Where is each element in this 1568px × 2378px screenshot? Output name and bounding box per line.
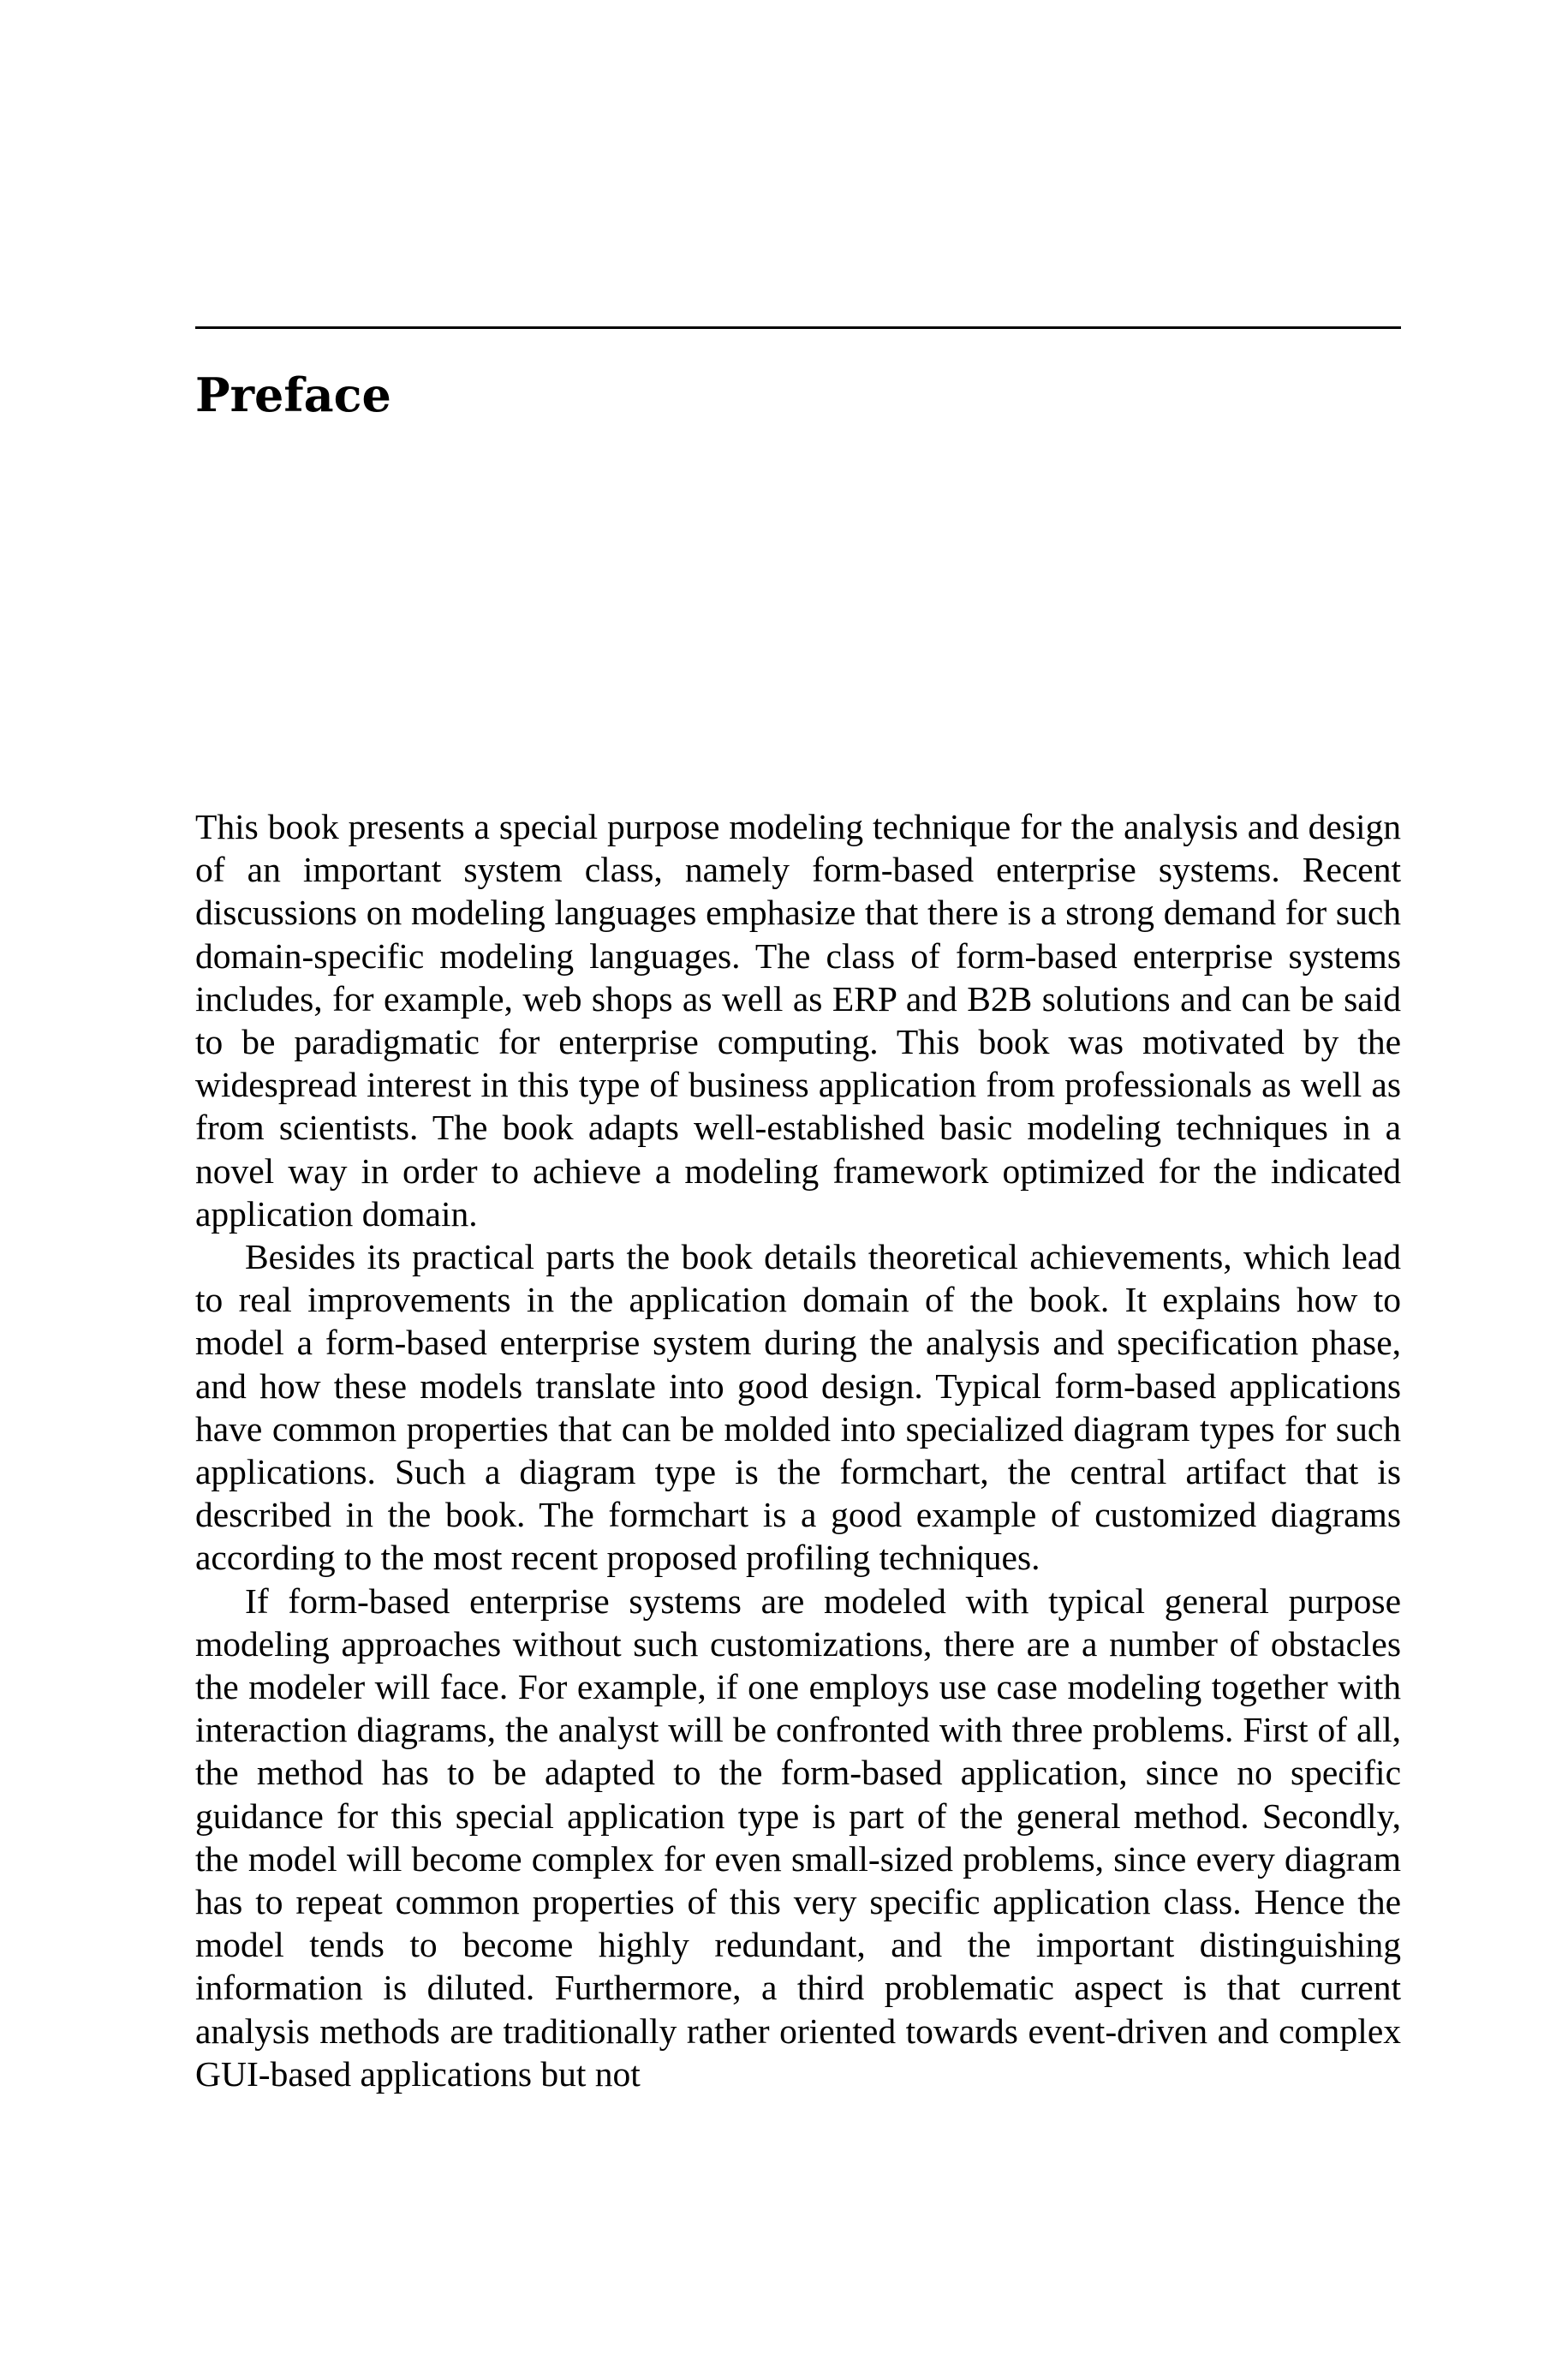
paragraph-2: Besides its practical parts the book details theoretical achievements, which lead to real improvements in the application domain of the book. It explains how to model a form-based enterprise system during the analysis and specification phase, and how these models translate into good design. Typical form-based applications have common properties that can be molded into specialized diagram types for such applications. Such a diagram type is the formchart, the central artifact that is described in the book. The formchart is a good example of customized diagrams according to the most recent proposed profiling techniques. <box>195 1237 1401 1578</box>
paragraph-1: This book presents a special purpose modeling technique for the analysis and design of an important system class, namely form-based enterprise systems. Recent discussions on modeling languages emphasize that there is a strong demand for such domain-specific modeling languages. The class of form-based enterprise systems includes, for example, web shops as well as ERP and B2B solutions and can be said to be paradigmatic for enterprise computing. This book was motivated by the widespread interest in this type of business application from professionals as well as from scientists. The book adapts well-established basic modeling techniques in a novel way in order to achieve a modeling framework optimized for the indicated application domain. <box>195 807 1401 1234</box>
body-text <box>195 805 1401 2095</box>
chapter-title: Preface <box>195 367 391 422</box>
paragraph-3: If form-based enterprise systems are modeled with typical general purpose modeling approaches without such customizations, there are a number of obstacles the modeler will face. For example, if one employs use case modeling together with interaction diagrams, the analyst will be confronted with three problems. First of all, the method has to be adapted to the form-based application, since no specific guidance for this special application type is part of the general method. Secondly, the model will become complex for even small-sized problems, since every diagram has to repeat common properties of this very specific application class. Hence the model tends to become highly redundant, and the important distinguishing information is diluted. Furthermore, a third problematic aspect is that current analysis methods are traditionally rather oriented towards event-driven and complex GUI-based applications but not <box>195 1580 1401 2094</box>
chapter-rule <box>195 326 1401 329</box>
